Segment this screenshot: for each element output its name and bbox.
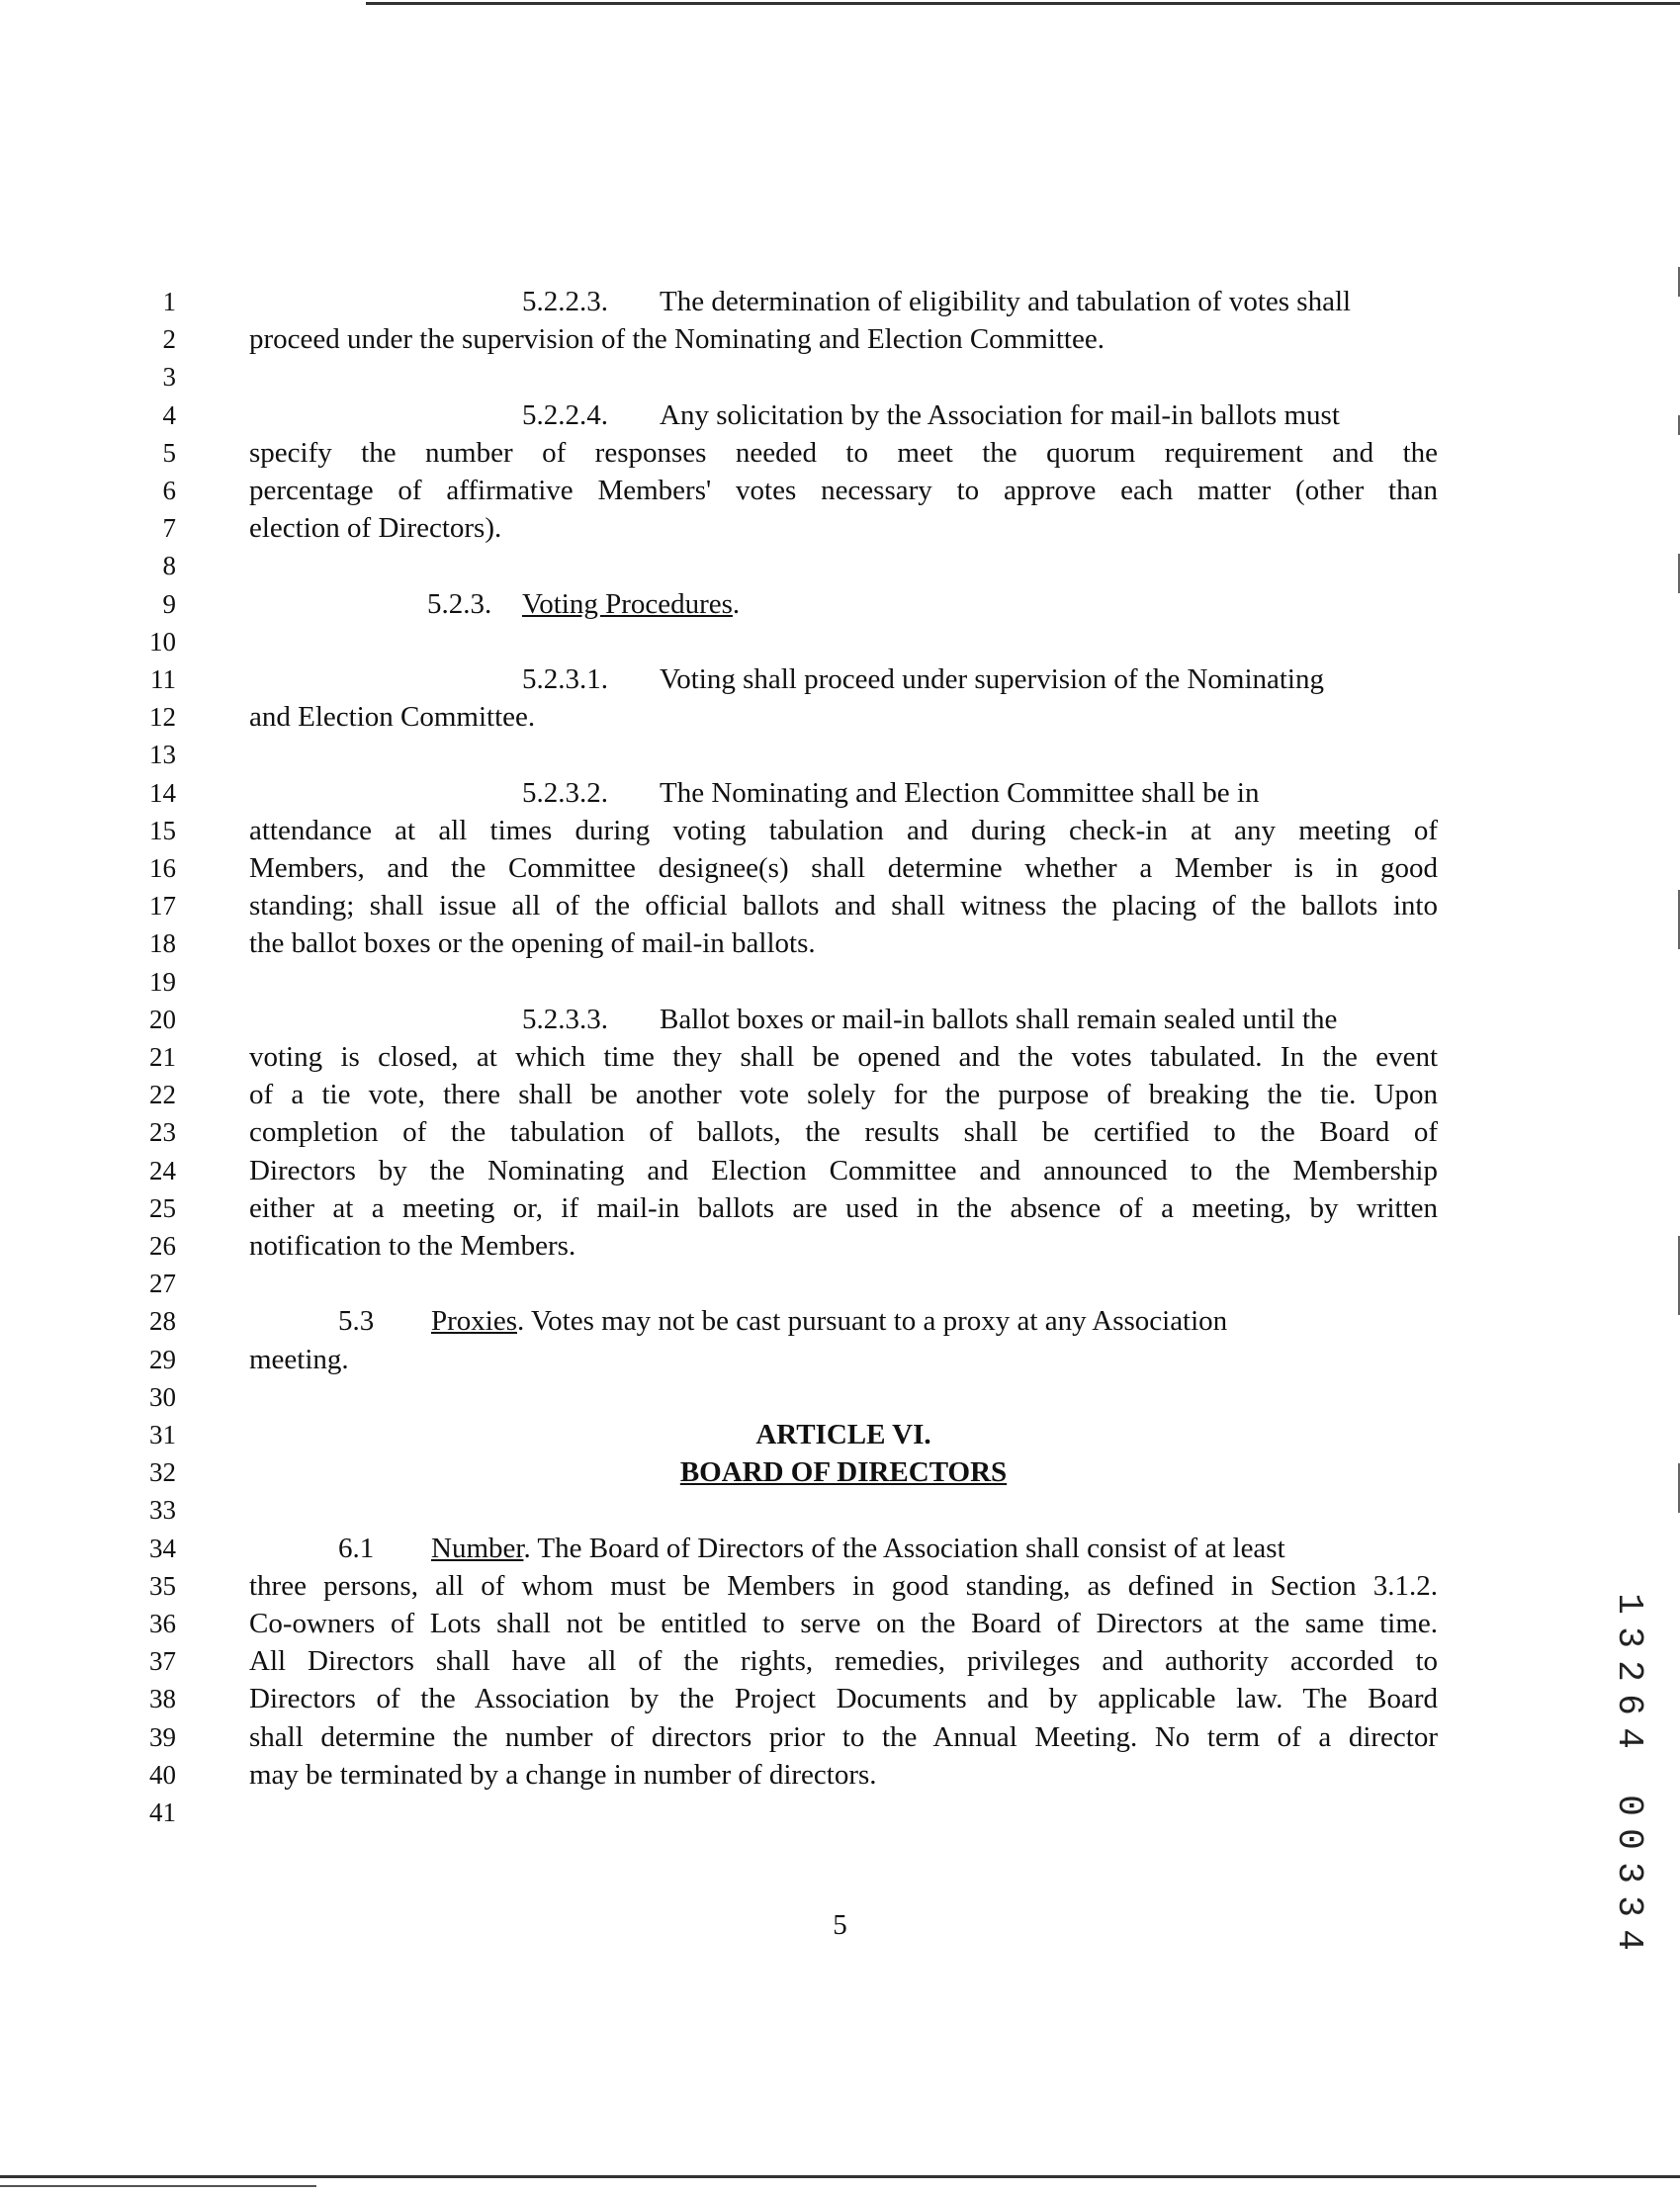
- section-number: 5.3: [338, 1305, 375, 1337]
- section-number: 5.2.3.3.: [522, 1004, 608, 1035]
- paragraph-line: Members, and the Committee designee(s) shall determine whether a Member is in good: [249, 852, 1438, 884]
- paragraph-text: . Votes may not be cast pursuant to a proxy at any Association: [517, 1305, 1228, 1337]
- paragraph-line: shall determine the number of directors prior to the Annual Meeting. No term of a director: [249, 1721, 1438, 1753]
- article-subtitle: [249, 1453, 1438, 1491]
- paragraph-line: [249, 283, 1438, 320]
- stamp-digit: 0: [1609, 1795, 1649, 1816]
- paragraph-text: Ballot boxes or mail-in ballots shall remain sealed until the: [660, 1004, 1338, 1035]
- paragraph-text: The Nominating and Election Committee shall be in: [660, 777, 1260, 809]
- paragraph-line: and Election Committee.: [249, 701, 536, 733]
- line-number: 23: [149, 1117, 176, 1147]
- section-heading: Voting Procedures: [522, 588, 733, 620]
- stamp-digit: 4: [1609, 1727, 1649, 1749]
- paragraph-line: attendance at all times during voting tabulation and during check-in at any meeting of: [249, 815, 1438, 846]
- paragraph-line: [249, 1001, 1438, 1038]
- line-number: 5: [162, 438, 176, 468]
- top-border-line: [366, 2, 1680, 5]
- line-number: 10: [149, 627, 176, 657]
- line-number: 22: [149, 1080, 176, 1109]
- paragraph-line: may be terminated by a change in number of directors.: [249, 1759, 877, 1791]
- stamp-digit: 3: [1609, 1862, 1649, 1884]
- paragraph-line: Directors by the Nominating and Election Committee and announced to the Membership: [249, 1155, 1438, 1186]
- stamp-gap: [1612, 1755, 1645, 1789]
- line-number: 4: [162, 400, 176, 430]
- bottom-border-line: [0, 2175, 1680, 2178]
- paragraph-line: [249, 774, 1438, 812]
- article-subtitle-text: BOARD OF DIRECTORS: [679, 1456, 1008, 1488]
- paragraph-line: All Directors shall have all of the rights, remedies, privileges and authority accorded to: [249, 1645, 1438, 1677]
- section-heading: Number: [431, 1533, 524, 1564]
- bottom-border-line-secondary: [0, 2185, 316, 2187]
- line-number: 21: [149, 1042, 176, 1072]
- line-number: 12: [149, 702, 176, 732]
- paragraph-line: Directors of the Association by the Project Documents and by applicable law. The Board: [249, 1683, 1438, 1714]
- margin-stamp: [1609, 1587, 1649, 1951]
- section-number: 5.2.3.1.: [522, 663, 608, 695]
- line-number: 2: [162, 324, 176, 354]
- stamp-digit: 3: [1609, 1895, 1649, 1917]
- section-number: 6.1: [338, 1533, 375, 1564]
- paragraph-text: Any solicitation by the Association for mail-in ballots must: [660, 399, 1340, 431]
- line-number: 24: [149, 1156, 176, 1185]
- stamp-digit: 1: [1609, 1593, 1649, 1615]
- line-number: 13: [149, 740, 176, 769]
- line-number: 14: [149, 778, 176, 808]
- paragraph-line: percentage of affirmative Members' votes necessary to approve each matter (other than: [249, 475, 1438, 506]
- paragraph-line: [249, 660, 1438, 698]
- paragraph-line: of a tie vote, there shall be another vote solely for the purpose of breaking the tie. Upon: [249, 1079, 1438, 1110]
- stamp-digit: 4: [1609, 1929, 1649, 1951]
- line-number: 19: [149, 967, 176, 997]
- section-number: 5.2.2.4.: [522, 399, 608, 431]
- line-number: 28: [149, 1306, 176, 1336]
- paragraph-line: [249, 1530, 1438, 1567]
- article-title: ARTICLE VI.: [755, 1419, 931, 1450]
- line-number: 27: [149, 1269, 176, 1298]
- stamp-digit: 0: [1609, 1828, 1649, 1850]
- paragraph-line: notification to the Members.: [249, 1230, 576, 1262]
- section-heading: Proxies: [431, 1305, 517, 1337]
- stamp-digit: 3: [1609, 1626, 1649, 1648]
- line-number: 30: [149, 1382, 176, 1412]
- line-number: 37: [149, 1646, 176, 1676]
- paragraph-line: [249, 396, 1438, 434]
- line-number: 20: [149, 1005, 176, 1034]
- line-number: 1: [162, 287, 176, 316]
- line-number: 32: [149, 1457, 176, 1487]
- paragraph-line: either at a meeting or, if mail-in ballots are used in the absence of a meeting, by written: [249, 1192, 1438, 1224]
- line-number: 11: [150, 664, 176, 694]
- paragraph-line: standing; shall issue all of the official ballots and shall witness the placing of the ballots into: [249, 890, 1438, 921]
- line-number: 15: [149, 816, 176, 845]
- paragraph-line: voting is closed, at which time they shall be opened and the votes tabulated. In the event: [249, 1041, 1438, 1073]
- paragraph-line: the ballot boxes or the opening of mail-in ballots.: [249, 927, 816, 959]
- line-number: 7: [162, 513, 176, 543]
- section-number: 5.2.2.3.: [522, 286, 608, 317]
- line-number: 39: [149, 1722, 176, 1752]
- stamp-digit: 6: [1609, 1694, 1649, 1715]
- line-number: 26: [149, 1231, 176, 1261]
- line-number: 38: [149, 1684, 176, 1713]
- paragraph-line: completion of the tabulation of ballots, the results shall be certified to the Board of: [249, 1116, 1438, 1148]
- paragraph-line: three persons, all of whom must be Members in good standing, as defined in Section 3.1.2.: [249, 1570, 1438, 1602]
- paragraph-line: election of Directors).: [249, 512, 502, 544]
- line-number: 41: [149, 1798, 176, 1827]
- line-number: 6: [162, 476, 176, 505]
- paragraph-line: Co-owners of Lots shall not be entitled to serve on the Board of Directors at the same time.: [249, 1608, 1438, 1639]
- line-number: 35: [149, 1571, 176, 1601]
- section-number: 5.2.3.: [427, 588, 492, 620]
- paragraph-line: meeting.: [249, 1344, 349, 1375]
- line-number: 29: [149, 1345, 176, 1374]
- line-number: 17: [149, 891, 176, 921]
- paragraph-text: The determination of eligibility and tabulation of votes shall: [660, 286, 1352, 317]
- line-number: 34: [149, 1534, 176, 1563]
- paragraph-line: proceed under the supervision of the Nominating and Election Committee.: [249, 323, 1105, 355]
- section-number: 5.2.3.2.: [522, 777, 608, 809]
- line-number: 31: [149, 1420, 176, 1449]
- page-number: 5: [833, 1909, 847, 1941]
- heading-punctuation: .: [732, 588, 741, 620]
- paragraph-text: . The Board of Directors of the Association shall consist of at least: [523, 1533, 1285, 1564]
- paragraph-line: [249, 1302, 1438, 1340]
- paragraph-line: specify the number of responses needed to meet the quorum requirement and the: [249, 437, 1438, 469]
- paragraph-text: Voting shall proceed under supervision of the Nominating: [660, 663, 1324, 695]
- line-number: 36: [149, 1609, 176, 1638]
- line-number: 18: [149, 928, 176, 958]
- line-number: 40: [149, 1760, 176, 1790]
- line-number: 16: [149, 853, 176, 883]
- stamp-digit: 2: [1609, 1660, 1649, 1682]
- line-number: 3: [162, 362, 176, 392]
- section-5-2-3-heading: [249, 585, 1438, 623]
- line-number: 8: [162, 551, 176, 580]
- line-number: 25: [149, 1193, 176, 1223]
- line-number: 33: [149, 1495, 176, 1525]
- line-number: 9: [162, 589, 176, 619]
